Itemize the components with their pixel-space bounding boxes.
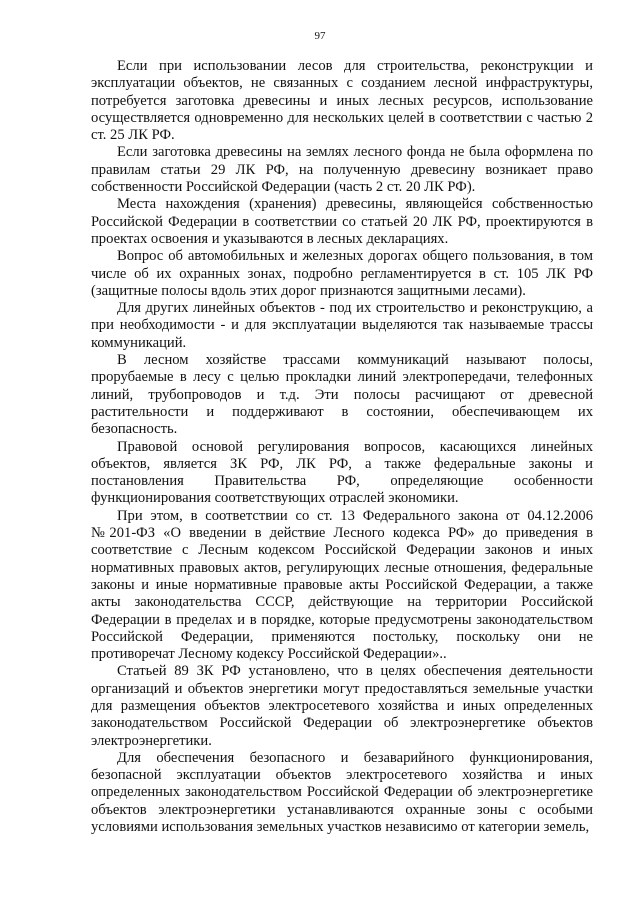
- paragraph: Если заготовка древесины на землях лесного фонда не была оформлена по правилам статьи 29 ЛК РФ, на полученную древесину возникает право собственности Российской Федерации (часть 2 ст. 20 ЛК РФ).: [91, 144, 593, 196]
- paragraph: Если при использовании лесов для строительства, реконструкции и эксплуатации объектов, не связанных с созданием лесной инфраструктуры, потребуется заготовка древесины и иных лесных ресурсов, использование осуществляется одновременно для нескольких целей в соответствии с частью 2 ст. 25 ЛК РФ.: [91, 58, 593, 144]
- paragraph: Для обеспечения безопасного и безаварийного функционирования, безопасной эксплуатации объектов электросетевого хозяйства и иных определенных законодательством Российской Федерации об электроэнергетике объектов электроэнергетики устанавливаются охранные зоны с особыми условиями использования земельных участков независимо от категории земель,: [91, 749, 593, 836]
- paragraph: Статьей 89 ЗК РФ установлено, что в целях обеспечения деятельности организаций и объектов энергетики могут предоставляться земельные участки для размещения объектов электросетевого хозяйства и иных определенных законодательством Российской Федерации об электроэнергетике объектов электроэнергетики.: [91, 663, 593, 749]
- document-body: [91, 58, 593, 836]
- paragraph: Для других линейных объектов - под их строительство и реконструкцию, а при необходимости - и для эксплуатации выделяются так называемые трассы коммуникаций.: [91, 300, 593, 351]
- paragraph: Вопрос об автомобильных и железных дорогах общего пользования, в том числе об их охранных зонах, подробно регламентируется в ст. 105 ЛК РФ (защитные полосы вдоль этих дорог признаются защитными лесами).: [91, 248, 593, 299]
- paragraph: Правовой основой регулирования вопросов, касающихся линейных объектов, является ЗК РФ, ЛК РФ, а также федеральные законы и постановления Правительства РФ, определяющие особенности функционирования соответствующих отраслей экономики.: [91, 438, 593, 507]
- paragraph: В лесном хозяйстве трассами коммуникаций называют полосы, прорубаемые в лесу с целью прокладки линий электропередачи, телефонных линий, трубопроводов и т.д. Эти полосы расчищают от древесной растительности и поддерживают в состоянии, обеспечивающем их безопасность.: [91, 352, 593, 438]
- paragraph: При этом, в соответствии со ст. 13 Федерального закона от 04.12.2006 №201-ФЗ «О введении в действие Лесного кодекса РФ» до приведения в соответствие с Лесным кодексом Российской Федерации законов и иных нормативных правовых актов, регулирующих лесные отношения, федеральные законы и иные нормативные правовые акты Российской Федерации, а также акты законодательства СССР, действующие на территории Российской Федерации в пределах и в порядке, которые предусмотрены законодательством Российской Федерации, применяются постольку, поскольку они не противоречат Лесному кодексу Российской Федерации»..: [91, 507, 593, 663]
- paragraph: Места нахождения (хранения) древесины, являющейся собственностью Российской Федерации в соответствии со статьей 20 ЛК РФ, проектируются в проектах освоения и указываются в лесных декларациях.: [91, 196, 593, 247]
- page-number: 97: [314, 30, 326, 42]
